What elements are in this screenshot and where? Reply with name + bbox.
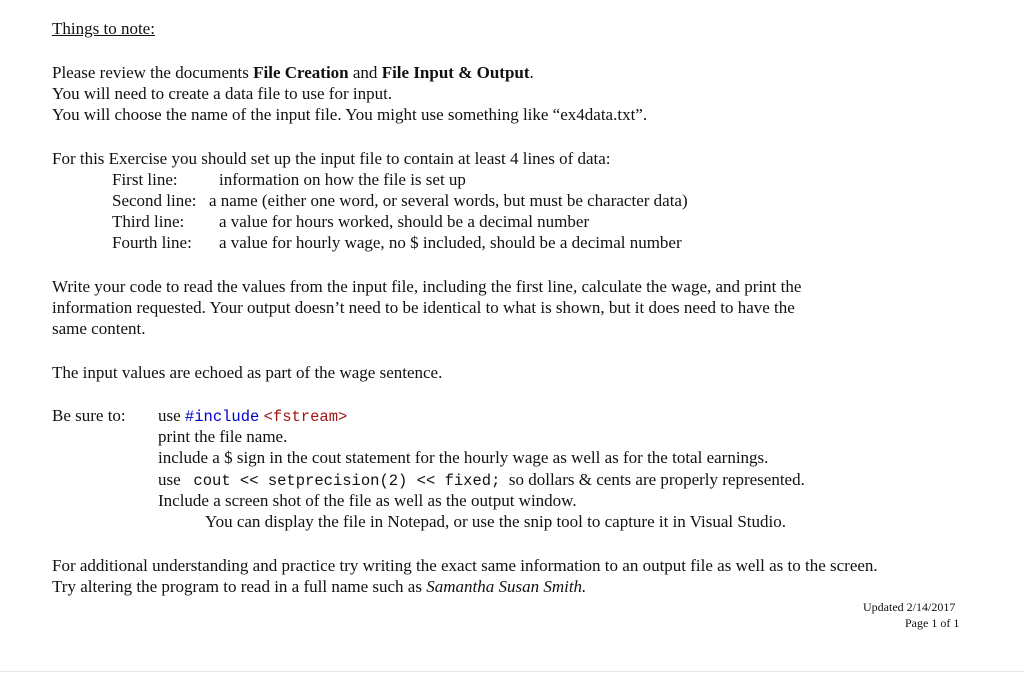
use-word: use xyxy=(158,470,181,489)
setup-lead: For this Exercise you should set up the input file to contain at least 4 lines of data: xyxy=(52,149,611,168)
setup-desc-2: a name (either one word, or several words, but must be character data) xyxy=(209,191,688,210)
setup-label-1: First line: xyxy=(112,170,178,189)
be-sure-include: Include a screen shot of the file as well as the output window. xyxy=(158,491,577,510)
include-keyword: #include xyxy=(184,408,260,426)
intro-text: Please review the documents xyxy=(52,63,254,82)
additional-text: Try altering the program to read in a full name such as xyxy=(52,577,427,596)
be-sure-dollar: include a $ sign in the cout statement for the hourly wage as well as for the total earnings. xyxy=(158,448,769,467)
be-sure-display: You can display the file in Notepad, or use the snip tool to capture it in Visual Studio. xyxy=(205,512,787,531)
be-sure-label: Be sure to: xyxy=(52,406,126,425)
footer-page: Page 1 of 1 xyxy=(905,616,960,630)
intro-text: . xyxy=(529,63,534,82)
setup-label-2: Second line: xyxy=(112,191,197,210)
write-line-2: information requested. Your output doesn’t need to be identical to what is shown, but it does need to have the xyxy=(52,298,795,317)
intro-text: and xyxy=(348,63,382,82)
setup-desc-1: information on how the file is set up xyxy=(219,170,466,189)
be-sure-print: print the file name. xyxy=(158,427,288,446)
cout-explanation: so dollars & cents are properly represented. xyxy=(508,470,805,489)
footer-updated: Updated 2/14/2017 xyxy=(863,600,956,614)
doc-file-io: File Input & Output xyxy=(381,63,530,82)
use-word: use xyxy=(158,406,181,425)
intro-line-2: You will need to create a data file to use for input. xyxy=(52,84,393,103)
setup-desc-4: a value for hourly wage, no $ included, should be a decimal number xyxy=(219,233,682,252)
intro-line-1 xyxy=(52,62,534,83)
setup-desc-3: a value for hours worked, should be a decimal number xyxy=(219,212,590,231)
cout-code: cout << setprecision(2) << fixed; xyxy=(193,472,501,490)
be-sure-use-cout xyxy=(158,469,805,492)
example-name: Samantha Susan Smith. xyxy=(426,577,587,596)
be-sure-use-include xyxy=(158,405,347,428)
write-line-1: Write your code to read the values from the input file, including the first line, calculate the wage, and print the xyxy=(52,277,802,296)
additional-line-1: For additional understanding and practice try writing the exact same information to an output file as well as to the screen. xyxy=(52,556,878,575)
intro-line-3: You will choose the name of the input file. You might use something like “ex4data.txt”. xyxy=(52,105,648,124)
additional-line-2 xyxy=(52,576,586,597)
setup-label-3: Third line: xyxy=(112,212,185,231)
setup-label-4: Fourth line: xyxy=(112,233,192,252)
doc-file-creation: File Creation xyxy=(253,63,349,82)
bottom-divider xyxy=(0,671,1024,672)
fstream-header: <fstream> xyxy=(263,408,348,426)
echo-line: The input values are echoed as part of the wage sentence. xyxy=(52,363,443,382)
write-line-3: same content. xyxy=(52,319,146,338)
heading: Things to note: xyxy=(52,19,155,38)
